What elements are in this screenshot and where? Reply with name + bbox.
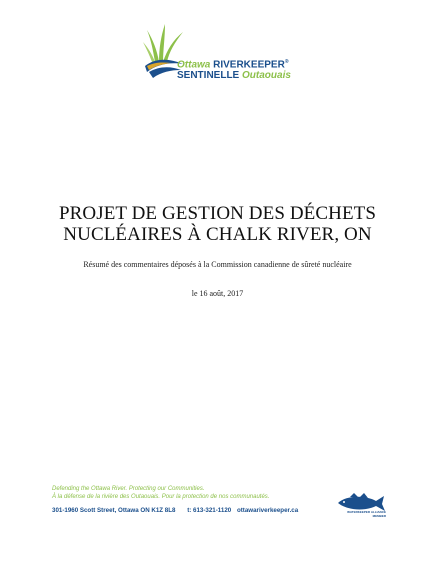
waterkeeper-member: MEMBER xyxy=(372,513,386,518)
logo-riverkeeper: RIVERKEEPER xyxy=(213,59,285,71)
footer-tagline xyxy=(52,485,269,501)
title-line-2: NUCLÉAIRES À CHALK RIVER, ON xyxy=(63,224,372,245)
document-summary: Résumé des commentaires déposés à la Commission canadienne de sûreté nucléaire xyxy=(83,260,352,269)
footer-address: 301-1960 Scott Street, Ottawa ON K1Z 8L8 xyxy=(52,507,176,514)
footer-contact xyxy=(52,507,298,514)
logo-outaouais: Outaouais xyxy=(242,70,291,82)
logo-wordmark xyxy=(177,57,291,81)
tagline-english: Defending the Ottawa River. Protecting our Communities. xyxy=(52,486,205,492)
logo-ottawa: Ottawa xyxy=(177,59,211,71)
tagline-french: À la défense de la rivière des Outaouais. Pour la protection de nos communautés. xyxy=(52,494,270,500)
waterkeeper-label xyxy=(340,511,386,518)
document-title xyxy=(0,203,435,245)
footer-website[interactable]: ottawariverkeeper.ca xyxy=(236,507,299,514)
footer-phone: t: 613-321-1120 xyxy=(187,507,232,514)
waterkeeper-alliance: WATERKEEPER ALLIANCE xyxy=(347,510,386,514)
riverkeeper-logo xyxy=(143,22,343,84)
logo-sentinelle: SENTINELLE xyxy=(177,70,240,82)
logo-registered-mark: ® xyxy=(284,59,289,65)
title-line-1: PROJET DE GESTION DES DÉCHETS xyxy=(58,203,377,224)
document-date: le 16 août, 2017 xyxy=(191,289,244,298)
